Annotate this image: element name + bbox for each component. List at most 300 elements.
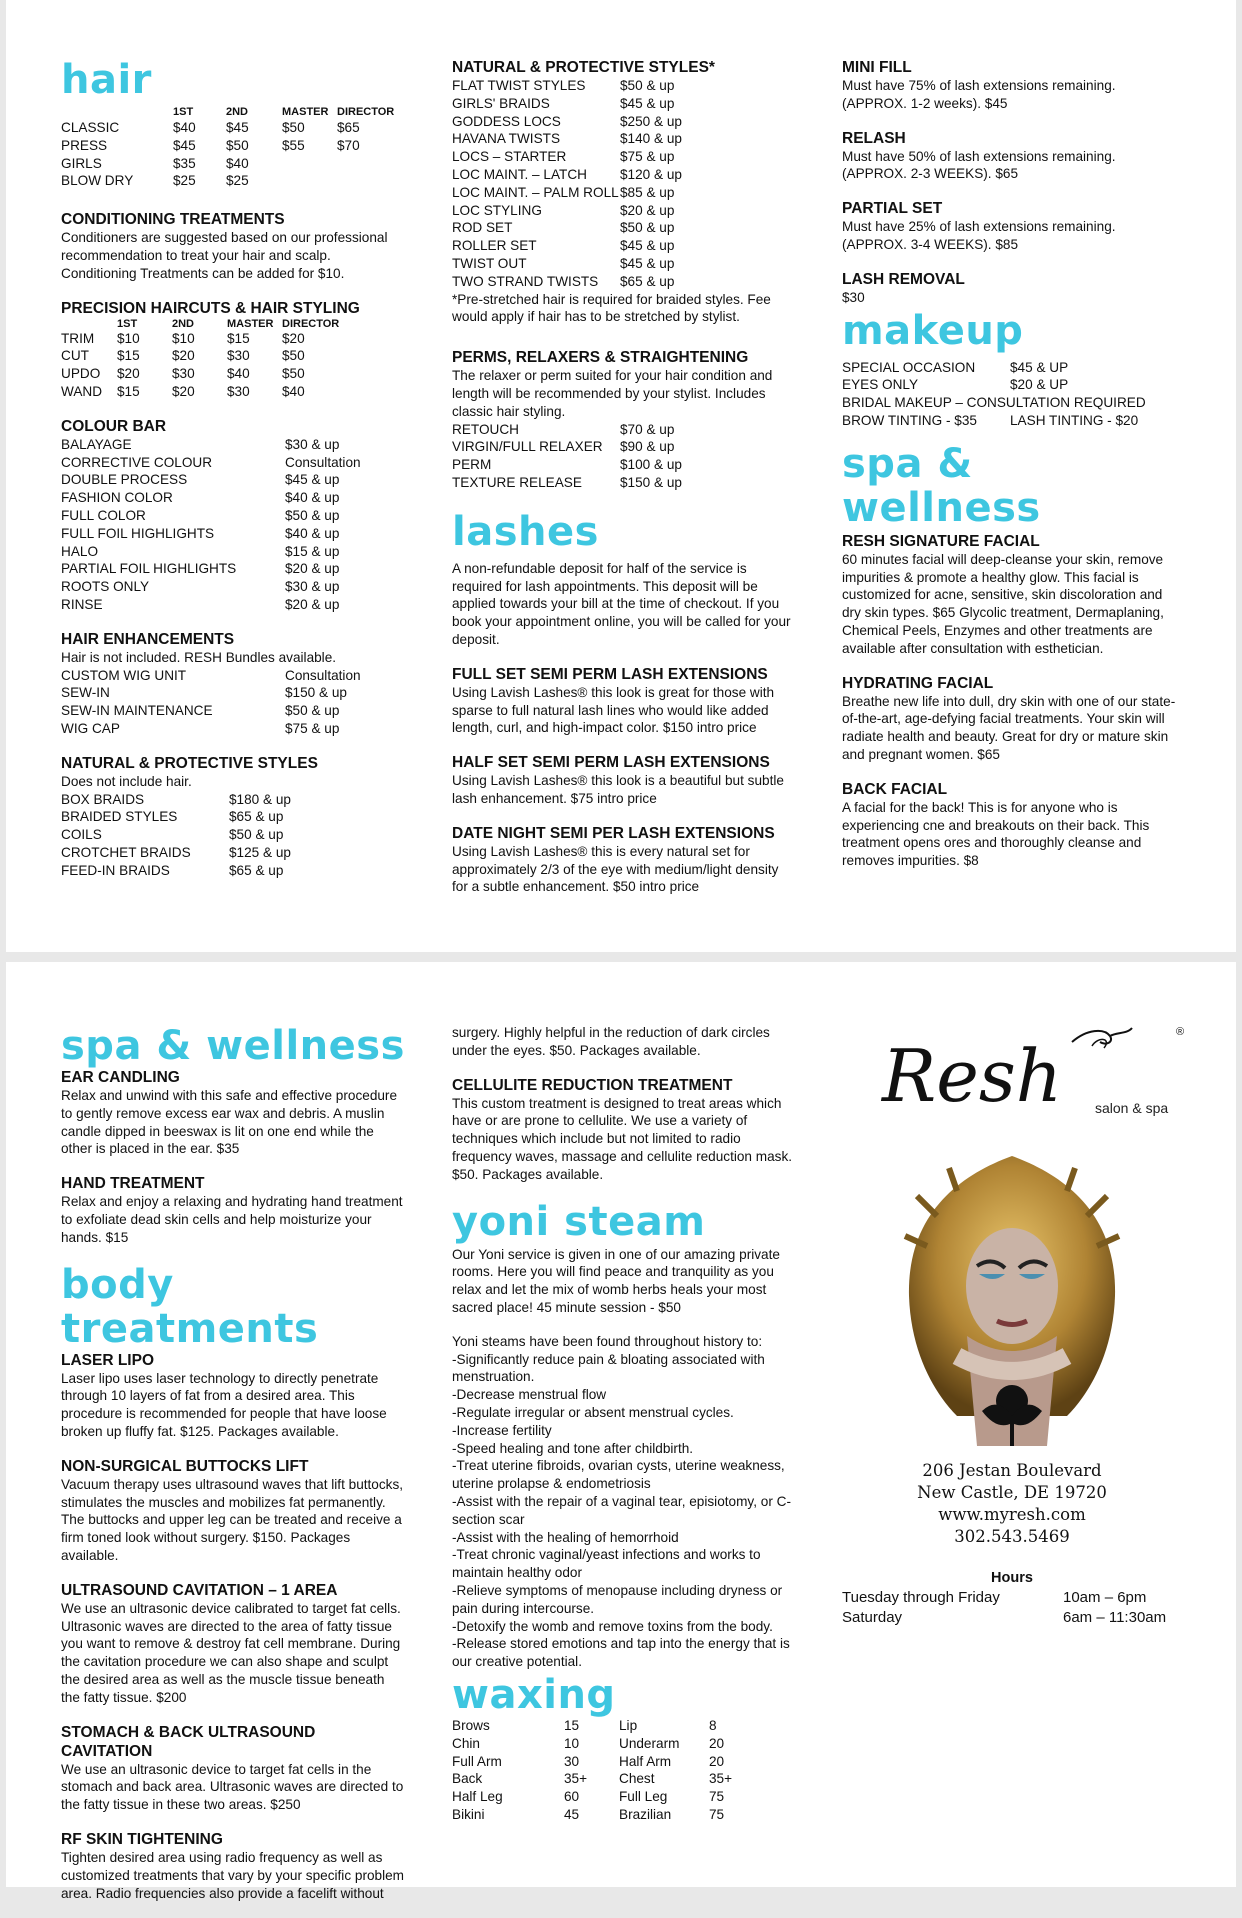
service-price: $40 (227, 366, 250, 382)
service-price: $20 & up (285, 561, 340, 577)
price-row (452, 421, 797, 439)
section-text: Breathe new life into dull, dry skin with one of our state-of-the-art, age-defying facial treatments. Your skin will radiate health and beauty. Great for dry or mature skin and pregnant women. $65 (842, 693, 1176, 762)
price-row (842, 359, 1182, 377)
service-name: TEXTURE RELEASE (452, 474, 582, 490)
price-row (452, 113, 797, 131)
price-row (61, 684, 401, 702)
website-link[interactable]: www.myresh.com (938, 1505, 1086, 1524)
yoni-steam-heading: yoni steam (452, 1198, 706, 1245)
wax-service: Half Arm (619, 1753, 672, 1769)
service-price: $120 & up (620, 166, 682, 182)
service-price: $45 & up (620, 255, 675, 271)
service-price: $25 (226, 173, 249, 189)
section-title: BACK FACIAL (842, 780, 948, 798)
section-title: LASH REMOVAL (842, 270, 965, 288)
stomach-back-section (61, 1723, 406, 1814)
service-price: $30 (227, 383, 250, 399)
service-name: VIRGIN/FULL RELAXER (452, 439, 603, 455)
service-name: LOC MAINT. – PALM ROLL (452, 184, 619, 200)
precision-section (61, 299, 401, 401)
service-price: $35 (173, 155, 196, 171)
hair-price-table (61, 106, 401, 190)
price-row (452, 166, 797, 184)
list-item: -Detoxify the womb and remove toxins from the body. (452, 1618, 773, 1634)
level-2nd: 2ND (226, 106, 249, 118)
wax-price: 60 (564, 1789, 580, 1805)
section-title: ULTRASOUND CAVITATION – 1 AREA (61, 1581, 338, 1599)
section-title: RESH SIGNATURE FACIAL (842, 532, 1040, 550)
price-row (452, 456, 797, 474)
service-price: $70 & up (620, 421, 675, 437)
section-title: CONDITIONING TREATMENTS (61, 211, 285, 229)
section-note: *Pre-stretched hair is required for braided styles. Fee would apply if hair has to be stretched by stylist. (452, 291, 771, 325)
section-title: HAND TREATMENT (61, 1175, 205, 1193)
price-row (61, 330, 401, 348)
section-text: Vacuum therapy uses ultrasound waves that lift buttocks, stimulates the muscles and mobilizes fat permanently. The buttocks and upper leg can be treated and receive a firm toned look without surgery. $150. Packages available. (61, 1476, 404, 1563)
service-price: $50 (282, 348, 305, 364)
service-price: $65 & up (229, 809, 284, 825)
price-row (61, 137, 401, 155)
lash-removal-section (842, 270, 1182, 307)
page1-column-2 (452, 58, 797, 912)
price-row (61, 383, 401, 401)
natural-2-rows (452, 77, 797, 291)
wax-price: 8 (709, 1717, 717, 1733)
price-row (452, 237, 797, 255)
section-title: HALF SET SEMI PERM LASH EXTENSIONS (452, 754, 770, 772)
body-treatments-heading: body treatments (61, 1261, 319, 1352)
service-price: $65 & up (620, 273, 675, 289)
hours-time: 10am – 6pm (1063, 1589, 1147, 1606)
spa-wellness-heading: spa & wellness (842, 440, 1041, 531)
section-text: A facial for the back! This is for anyone who is experiencing cne and breakouts on their back. This treatment opens ores and thoroughly cleanse and removes impurities. $8 (842, 799, 1150, 869)
service-price: $20 & up (620, 202, 675, 218)
service-name: ROD SET (452, 220, 513, 236)
wax-price: 20 (709, 1735, 725, 1751)
service-name: CUT (61, 348, 89, 364)
level-master: MASTER (227, 317, 274, 330)
list-item: -Regulate irregular or absent menstrual cycles. (452, 1404, 734, 1420)
service-name: UPDO (61, 366, 101, 382)
wax-service: Chin (452, 1735, 480, 1751)
service-price: $85 & up (620, 184, 675, 200)
page2-column-2 (452, 1024, 797, 1824)
lashes-intro: A non-refundable deposit for half of the service is required for lash appointments. This deposit will be applied towards your bill at the time of checkout. If you book your appointment online, you will be called for your deposit. (452, 560, 791, 647)
service-name: FEED-IN BRAIDS (61, 862, 170, 878)
table-row (452, 1806, 797, 1824)
section-title: NATURAL & PROTECTIVE STYLES (61, 754, 318, 772)
price-row (842, 376, 1182, 394)
service-name: TWO STRAND TWISTS (452, 273, 599, 289)
service-price: $40 (173, 120, 196, 135)
level-1st: 1ST (117, 317, 138, 330)
service-price: $45 & UP (1010, 359, 1069, 375)
page1-column-3 (842, 58, 1182, 886)
wax-service: Back (452, 1771, 483, 1787)
service-price: $50 (282, 366, 305, 382)
section-text: Using Lavish Lashes® this look is great for those with sparse to full natural lash lines who would like added length, curl, and high-impact color. $150 intro price (452, 684, 775, 736)
list-item: -Speed healing and tone after childbirth. (452, 1440, 694, 1456)
service-price: $150 & up (285, 685, 347, 701)
price-row (61, 791, 401, 809)
enhancement-rows (61, 667, 401, 738)
price-row (61, 436, 401, 454)
list-item: -Increase fertility (452, 1422, 552, 1438)
wax-service: Brazilian (619, 1806, 672, 1822)
price-row (61, 596, 401, 614)
service-name: LOC MAINT. – LATCH (452, 166, 587, 182)
service-name: TWIST OUT (452, 255, 527, 271)
hair-rows (61, 119, 401, 190)
wax-service: Underarm (619, 1735, 680, 1751)
list-item: -Treat chronic vaginal/yeast infections and works to maintain healthy odor (452, 1547, 761, 1581)
section-text: We use an ultrasonic device calibrated to target fat cells. Ultrasonic waves are directed to the area of fatty tissue you want to remove & destroy fat cell membrane. During the cavitation procedure we can also shape and sculpt the desired area as well as the muscle tissue beneath the fatty tissue. $200 (61, 1600, 401, 1705)
cellulite-section (452, 1076, 797, 1184)
goddess-portrait-icon (897, 1156, 1127, 1446)
service-price: $45 & up (285, 472, 340, 488)
section-text: 60 minutes facial will deep-cleanse your skin, remove impurities & promote a healthy glow. This facial is customized for acne, sensitive, skin discoloration and dry skin types. $65 Glycolic treatment, Dermaplaning, Chemical Peels, Enzymes and other treatments are available after consultation with esthetician. (842, 551, 1164, 656)
service-name: BLOW DRY (61, 173, 134, 189)
price-row (61, 720, 401, 738)
section-title: HAIR ENHANCEMENTS (61, 630, 235, 648)
table-row (452, 1770, 797, 1788)
bridal-makeup: BRIDAL MAKEUP – CONSULTATION REQUIRED (842, 395, 1146, 411)
wax-service: Half Leg (452, 1789, 503, 1805)
service-name: GIRLS' BRAIDS (452, 95, 550, 111)
service-price: $30 (172, 366, 195, 382)
price-row (61, 507, 401, 525)
list-item: -Release stored emotions and tap into the energy that is our creative potential. (452, 1636, 790, 1670)
service-price: $75 & up (620, 149, 675, 165)
conditioning-section (61, 210, 401, 282)
price-row (61, 702, 401, 720)
section-title: LASER LIPO (61, 1351, 155, 1369)
hair-heading: hair (61, 57, 152, 103)
service-price: $150 & up (620, 474, 682, 490)
section-text: Must have 50% of lash extensions remaining. (APPROX. 2-3 WEEKS). $65 (842, 148, 1116, 182)
perm-rows (452, 421, 797, 492)
level-1st: 1ST (173, 106, 194, 118)
colour-bar-section (61, 417, 401, 614)
waxing-table (452, 1717, 797, 1824)
section-text: Using Lavish Lashes® this is every natural set for approximately 2/3 of the eye with medium/light density for a subtle enhancement. $50 intro price (452, 843, 779, 895)
list-item: -Assist with the repair of a vaginal tear, episiotomy, or C-section scar (452, 1493, 791, 1527)
section-text: Relax and unwind with this safe and effective procedure to gently remove excess ear wax and debris. A muslin candle dipped in beeswax is lit on one end while the other is placed in the ear. $35 (61, 1088, 398, 1157)
service-name: GODDESS LOCS (452, 113, 561, 129)
logo-registered-mark: ® (1176, 1026, 1185, 1038)
price-row (61, 489, 401, 507)
table-row (452, 1753, 797, 1771)
section-title: FULL SET SEMI PERM LASH EXTENSIONS (452, 665, 768, 683)
makeup-rows (842, 359, 1182, 395)
logo-tagline: salon & spa (1095, 1100, 1169, 1116)
wax-service: Brows (452, 1717, 490, 1733)
wax-price: 20 (709, 1753, 725, 1769)
service-name: HAVANA TWISTS (452, 131, 561, 147)
service-name: BRAIDED STYLES (61, 809, 178, 825)
section-title: RELASH (842, 129, 906, 147)
price-row (452, 95, 797, 113)
section-text: Using Lavish Lashes® this look is a beautiful but subtle lash enhancement. $75 intro price (452, 773, 784, 806)
half-set-section (452, 753, 797, 808)
price-row (452, 219, 797, 237)
service-name: WAND (61, 383, 103, 399)
service-price: $10 (117, 330, 140, 346)
list-item: -Treat uterine fibroids, ovarian cysts, uterine weakness, uterine prolapse & endometriosis (452, 1458, 785, 1492)
section-title: DATE NIGHT SEMI PER LASH EXTENSIONS (452, 824, 775, 842)
service-price: $20 (172, 348, 195, 364)
wax-price: 30 (564, 1753, 580, 1769)
service-price: $50 (226, 137, 249, 153)
service-name: CLASSIC (61, 120, 120, 135)
section-title: CELLULITE REDUCTION TREATMENT (452, 1076, 733, 1094)
price-row (61, 578, 401, 596)
section-text: Conditioners are suggested based on our professional recommendation to treat your hair and scalp. Conditioning Treatments can be added for $10. (61, 230, 388, 281)
section-title: MINI FILL (842, 59, 912, 76)
wax-price: 35+ (709, 1771, 733, 1787)
service-price: $75 & up (285, 720, 340, 736)
wax-price: 75 (709, 1789, 725, 1805)
price-row (452, 438, 797, 456)
section-title: EAR CANDLING (61, 1069, 180, 1086)
service-price: Consultation (285, 454, 361, 470)
service-price: $45 & up (620, 95, 675, 111)
section-text: We use an ultrasonic device to target fat cells in the stomach and back area. Ultrasonic waves are directed to the fatty tissue in these two areas. $250 (61, 1761, 404, 1813)
section-text: Laser lipo uses laser technology to directly penetrate through 10 layers of fat from a desired area. This procedure is recommended for people that have loose broken up fluffy fat. $125. Packages available. (61, 1370, 387, 1439)
section-title: PARTIAL SET (842, 200, 943, 218)
service-name: WIG CAP (61, 720, 120, 736)
lashes-heading: lashes (452, 508, 599, 555)
section-title: NATURAL & PROTECTIVE STYLES* (452, 59, 715, 76)
natural-styles-2-section (452, 58, 797, 326)
service-name: CORRECTIVE COLOUR (61, 454, 213, 470)
service-price: $10 (172, 330, 195, 346)
service-price: $25 (173, 173, 196, 189)
ear-candling-section (61, 1068, 406, 1158)
address-line-1: 206 Jestan Boulevard (922, 1461, 1102, 1480)
level-master: MASTER (282, 106, 329, 118)
service-name: CROTCHET BRAIDS (61, 844, 191, 860)
service-name: EYES ONLY (842, 377, 919, 393)
hours-time: 6am – 11:30am (1063, 1609, 1167, 1626)
cavitation-section (61, 1581, 406, 1707)
address-line-2: New Castle, DE 19720 (917, 1483, 1107, 1502)
service-price: $50 & up (620, 78, 675, 93)
tinting-row (842, 412, 1182, 430)
price-row (452, 148, 797, 166)
service-name: SEW-IN MAINTENANCE (61, 703, 213, 719)
wax-service: Lip (619, 1717, 638, 1733)
perms-section (452, 348, 797, 492)
service-price: $50 & up (285, 507, 340, 523)
rf-continued-text: surgery. Highly helpful in the reduction of dark circles under the eyes. $50. Packages available. (452, 1025, 770, 1058)
table-row (452, 1735, 797, 1753)
mini-fill-section (842, 58, 1182, 113)
page1-column-1 (61, 58, 401, 896)
service-price: $140 & up (620, 131, 682, 147)
hours-row (842, 1588, 1182, 1608)
wax-service: Full Arm (452, 1753, 502, 1769)
service-name: ROOTS ONLY (61, 579, 150, 595)
service-price: $90 & up (620, 439, 675, 455)
service-price: $250 & up (620, 113, 682, 129)
hours-block (842, 1568, 1182, 1628)
service-price: $70 (337, 137, 360, 153)
natural-styles-section (61, 754, 401, 880)
price-row (61, 808, 401, 826)
hair-price-header (61, 106, 401, 119)
service-price: $40 (226, 155, 249, 171)
price-row (61, 667, 401, 685)
service-price: $50 & up (229, 827, 284, 843)
service-name: BALAYAGE (61, 436, 132, 452)
relash-section (842, 129, 1182, 184)
back-facial-section (842, 780, 1182, 870)
wax-service: Full Leg (619, 1789, 668, 1805)
service-name: LOC STYLING (452, 202, 542, 218)
wax-price: 35+ (564, 1771, 588, 1787)
wax-service: Bikini (452, 1806, 485, 1822)
spa-wellness-heading: spa & wellness (61, 1023, 405, 1069)
service-price: Consultation (285, 667, 361, 683)
service-name: SPECIAL OCCASION (842, 359, 976, 375)
service-price: $125 & up (229, 844, 291, 860)
service-name: LOCS – STARTER (452, 149, 567, 165)
goddess-illustration (897, 1156, 1127, 1446)
hours-rows (842, 1588, 1182, 1628)
service-price: $20 (117, 366, 140, 382)
section-title: STOMACH & BACK ULTRASOUND CAVITATION (61, 1723, 316, 1760)
price-row (61, 454, 401, 472)
level-2nd: 2ND (172, 317, 195, 330)
section-text: Must have 75% of lash extensions remaining. (APPROX. 1-2 weeks). $45 (842, 78, 1116, 111)
service-name: PERM (452, 457, 492, 473)
precision-header (61, 318, 401, 330)
makeup-heading: makeup (842, 307, 1024, 354)
section-text: Tighten desired area using radio frequency as well as customized treatments that vary by your specific problem area. Radio frequencies also provide a facelift without (61, 1849, 405, 1901)
section-note: Hair is not included. RESH Bundles available. (61, 649, 337, 665)
contact-block (842, 1460, 1182, 1548)
service-price: $15 & up (285, 543, 340, 559)
service-name: FASHION COLOR (61, 490, 173, 506)
service-price: $65 & up (229, 862, 284, 878)
service-name: GIRLS (61, 155, 102, 171)
section-title: HYDRATING FACIAL (842, 674, 994, 692)
service-name: RINSE (61, 596, 103, 612)
rf-skin-section (61, 1830, 406, 1902)
hours-row (842, 1608, 1182, 1628)
menu-page-2 (6, 962, 1236, 1901)
buttocks-lift-section (61, 1457, 406, 1565)
colour-rows (61, 436, 401, 614)
laser-lipo-section (61, 1351, 406, 1441)
level-director: DIRECTOR (282, 317, 340, 330)
service-name: SEW-IN (61, 685, 110, 701)
wax-price: 45 (564, 1806, 580, 1822)
wax-price: 10 (564, 1735, 580, 1751)
table-row (452, 1717, 797, 1735)
waxing-heading: waxing (452, 1671, 616, 1718)
service-price: $30 (227, 348, 250, 364)
service-name: COILS (61, 827, 102, 843)
service-price (282, 172, 337, 190)
resh-logo (842, 1024, 1185, 1134)
precision-rows (61, 330, 401, 401)
service-price: $30 & up (285, 579, 340, 595)
price-row (452, 130, 797, 148)
list-item: -Decrease menstrual flow (452, 1387, 607, 1403)
hours-title: Hours (991, 1570, 1033, 1586)
service-price: $180 & up (229, 791, 291, 807)
signature-facial-section (842, 532, 1182, 658)
natural-rows (61, 791, 401, 880)
service-name: PRESS (61, 137, 108, 153)
price-row (452, 184, 797, 202)
section-text: This custom treatment is designed to treat areas which have or are prone to cellulite. We use a variety of techniques which include but not limited to radio frequency waves, massage and cellulite reduction mask. $50. Packages available. (452, 1095, 793, 1182)
service-price: $50 & up (285, 703, 340, 719)
service-price: $20 (282, 330, 305, 346)
yoni-list-intro: Yoni steams have been found throughout history to: (452, 1333, 763, 1349)
menu-page-1 (6, 0, 1236, 952)
service-price: $50 & up (620, 220, 675, 236)
yoni-intro: Our Yoni service is given in one of our amazing private rooms. Here you will find peace and tranquility as you relax and let the mix of womb herbs heals your most sacred place! 45 minute session - $50 (452, 1246, 780, 1315)
service-name: FULL FOIL HIGHLIGHTS (61, 525, 215, 541)
section-note: Does not include hair. (61, 773, 192, 789)
service-price: $100 & up (620, 457, 682, 473)
hand-treatment-section (61, 1174, 406, 1246)
service-price: $40 & up (285, 490, 340, 506)
price-row (452, 202, 797, 220)
price-row (61, 543, 401, 561)
service-price: $50 (282, 120, 305, 135)
page2-column-3 (842, 1024, 1185, 1628)
brow-tinting: BROW TINTING - $35 (842, 412, 977, 428)
service-price: $45 (173, 137, 196, 153)
service-name: HALO (61, 543, 99, 559)
service-name: PARTIAL FOIL HIGHLIGHTS (61, 561, 237, 577)
price-row (61, 172, 401, 190)
section-text: The relaxer or perm suited for your hair condition and length will be recommended by your stylist. Includes classic hair styling. (452, 368, 773, 419)
service-name: CUSTOM WIG UNIT (61, 667, 187, 683)
price-row (61, 347, 401, 365)
service-price: $20 & up (285, 596, 340, 612)
service-price: $30 & up (285, 436, 340, 452)
hours-days: Saturday (842, 1609, 903, 1626)
lash-tinting: LASH TINTING - $20 (1010, 412, 1139, 428)
service-name: FULL COLOR (61, 507, 146, 523)
price-row (61, 560, 401, 578)
service-price: $40 & up (285, 525, 340, 541)
price-row (452, 273, 797, 291)
service-name: TRIM (61, 330, 95, 346)
hair-enhancements-section (61, 630, 401, 738)
price-row (61, 844, 401, 862)
section-text: $30 (842, 289, 865, 305)
section-title: PERMS, RELAXERS & STRAIGHTENING (452, 349, 749, 367)
price-row (61, 525, 401, 543)
price-row (61, 119, 401, 137)
phone-number[interactable]: 302.543.5469 (954, 1527, 1070, 1546)
service-price: $20 (172, 383, 195, 399)
section-text: Relax and enjoy a relaxing and hydrating hand treatment to exfoliate dead skin cells and help moisturize your hands. $15 (61, 1194, 403, 1245)
price-row (452, 77, 797, 95)
list-item: -Assist with the healing of hemorrhoid (452, 1529, 679, 1545)
price-row (452, 255, 797, 273)
price-row (61, 365, 401, 383)
service-price: $15 (117, 348, 140, 364)
service-name: BOX BRAIDS (61, 791, 145, 807)
service-price (282, 155, 337, 173)
